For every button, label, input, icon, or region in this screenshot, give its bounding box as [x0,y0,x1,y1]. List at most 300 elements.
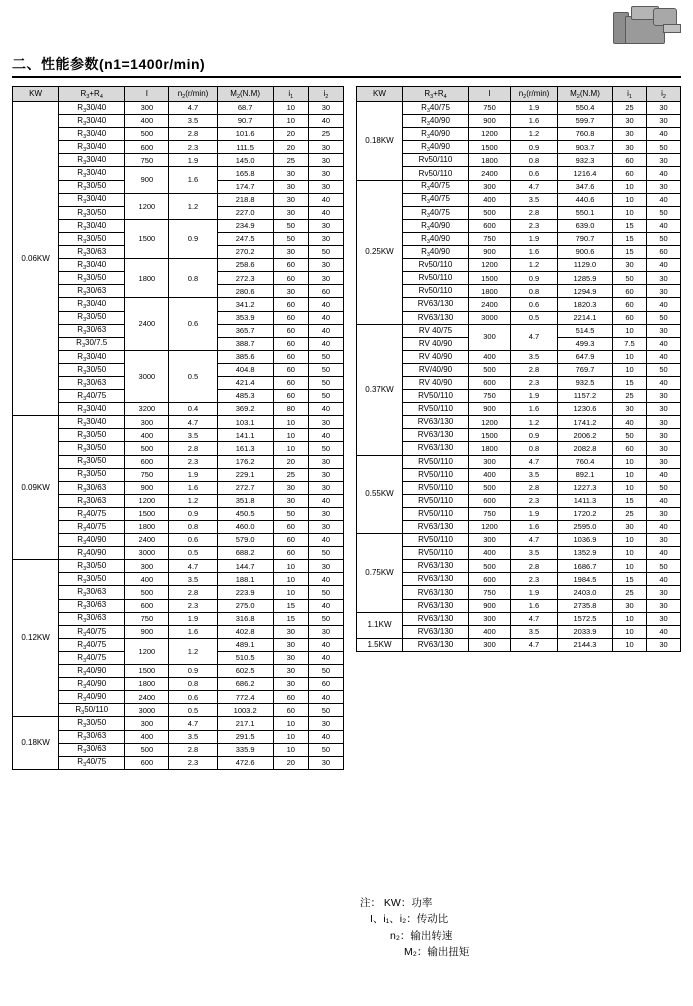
table-row [13,128,344,141]
output-speed-cell: 4.7 [169,717,217,730]
ratio-i2-cell: 25 [308,128,343,141]
ratio-I-cell: 600 [125,599,169,612]
output-torque-cell: 2144.3 [558,638,613,651]
output-torque-cell: 90.7 [217,115,273,128]
ratio-i2-cell: 40 [647,376,681,389]
ratio-I-cell: 300 [469,180,511,193]
ratio-i1-cell: 60 [613,285,647,298]
ratio-i2-cell: 30 [308,625,343,638]
output-torque-cell: 161.3 [217,442,273,455]
output-torque-cell: 760.8 [558,128,613,141]
model-cell: $R_340/75$ [403,206,469,219]
table-row [13,403,344,416]
ratio-i2-cell: 50 [308,442,343,455]
output-torque-cell: 769.7 [558,363,613,376]
model-cell: $R_330/50$ [59,455,125,468]
ratio-i2-cell: 30 [308,507,343,520]
ratio-i2-cell: 30 [308,521,343,534]
gearbox-photo [609,4,683,50]
model-cell: Rv50/110 [403,259,469,272]
model-cell: $R_330/63$ [59,324,125,337]
ratio-I-cell: 2400 [125,691,169,704]
output-torque-cell: 1129.0 [558,259,613,272]
model-cell: $R_330/63$ [59,494,125,507]
ratio-I-cell: 600 [469,573,511,586]
table-row [13,141,344,154]
ratio-i1-cell: 60 [273,547,308,560]
model-cell: $R_330/50$ [59,573,125,586]
output-torque-cell: 111.5 [217,141,273,154]
model-cell: RV63/130 [403,429,469,442]
output-speed-cell: 1.2 [511,416,558,429]
output-torque-cell: 316.8 [217,612,273,625]
table-row [13,481,344,494]
model-cell: $R_330/50$ [59,180,125,193]
ratio-i1-cell: 30 [273,638,308,651]
output-speed-cell: 1.6 [511,246,558,259]
ratio-I-cell: 400 [125,429,169,442]
model-cell: RV63/130 [403,442,469,455]
output-torque-cell: 280.6 [217,285,273,298]
model-cell: $R_330/63$ [59,376,125,389]
ratio-i2-cell: 50 [647,232,681,245]
output-torque-cell: 514.5 [558,324,613,337]
ratio-i2-cell: 30 [647,612,681,625]
table-row [357,311,681,324]
ratio-I-cell: 750 [125,468,169,481]
ratio-i1-cell: 30 [273,651,308,664]
model-cell: $R_340/90$ [59,534,125,547]
output-torque-cell: 176.2 [217,455,273,468]
model-cell: $R_330/40$ [59,219,125,232]
table-row [357,246,681,259]
ratio-i2-cell: 30 [308,717,343,730]
model-cell: RV50/110 [403,468,469,481]
model-cell: $R_340/75$ [59,756,125,769]
ratio-i1-cell: 30 [273,494,308,507]
ratio-i1-cell: 30 [273,665,308,678]
ratio-i2-cell: 50 [308,743,343,756]
ratio-i2-cell: 50 [647,560,681,573]
ratio-I-cell: 1200 [469,416,511,429]
table-row [357,115,681,128]
table-row [13,259,344,272]
table-row [13,612,344,625]
table-row [13,154,344,167]
ratio-i1-cell: 30 [273,193,308,206]
ratio-I-cell: 1200 [125,638,169,664]
ratio-i2-cell: 40 [308,298,343,311]
output-speed-cell: 1.9 [169,612,217,625]
ratio-i2-cell: 40 [308,730,343,743]
output-speed-cell: 1.6 [511,403,558,416]
kw-cell: 0.75KW [357,534,403,613]
table-row [357,573,681,586]
table-row [357,259,681,272]
model-cell: $R_330/40$ [59,154,125,167]
model-cell: RV50/110 [403,547,469,560]
table-row [357,468,681,481]
ratio-i1-cell: 60 [613,167,647,180]
model-cell: $R_340/90$ [403,246,469,259]
output-torque-cell: 772.4 [217,691,273,704]
ratio-i1-cell: 20 [273,128,308,141]
output-speed-cell: 2.3 [169,756,217,769]
ratio-I-cell: 300 [125,560,169,573]
model-cell: $R_340/90$ [403,141,469,154]
output-torque-cell: 2595.0 [558,521,613,534]
output-torque-cell: 145.0 [217,154,273,167]
output-speed-cell: 2.3 [511,494,558,507]
table-row [13,717,344,730]
model-cell: $R_340/90$ [403,219,469,232]
kw-cell: 0.55KW [357,455,403,534]
output-speed-cell: 0.8 [511,285,558,298]
model-cell: RV 40/90 [403,350,469,363]
ratio-i2-cell: 30 [308,167,343,180]
ratio-i1-cell: 10 [273,442,308,455]
model-cell: $R_330/40$ [59,298,125,311]
model-cell: RV63/130 [403,573,469,586]
column-header-4: $M_2(N.M)$ [217,87,273,102]
column-header-6: $i_2$ [308,87,343,102]
ratio-i1-cell: 25 [613,102,647,115]
model-cell: $R_340/90$ [59,547,125,560]
table-row [357,376,681,389]
output-speed-cell: 1.6 [511,599,558,612]
model-cell: RV50/110 [403,390,469,403]
ratio-i1-cell: 15 [613,219,647,232]
model-cell: $R_330/50$ [59,560,125,573]
output-speed-cell: 4.7 [511,612,558,625]
output-torque-cell: 229.1 [217,468,273,481]
output-speed-cell: 2.8 [169,128,217,141]
ratio-I-cell: 1500 [469,272,511,285]
ratio-i1-cell: 60 [273,704,308,717]
model-cell: $R_330/63$ [59,246,125,259]
output-torque-cell: 351.8 [217,494,273,507]
output-torque-cell: 223.9 [217,586,273,599]
ratio-i2-cell: 30 [308,468,343,481]
ratio-i2-cell: 30 [647,507,681,520]
model-cell: $R_330/63$ [59,743,125,756]
ratio-i1-cell: 10 [613,638,647,651]
output-speed-cell: 1.6 [169,481,217,494]
table-row [13,193,344,206]
output-speed-cell: 1.9 [511,586,558,599]
model-cell: $R_340/75$ [403,193,469,206]
model-cell: RV 40/90 [403,337,469,350]
output-speed-cell: 1.9 [511,102,558,115]
table-body-left [13,102,344,770]
ratio-I-cell: 1800 [125,678,169,691]
model-cell: $R_330/40$ [59,416,125,429]
model-cell: RV63/130 [403,638,469,651]
ratio-i1-cell: 10 [273,429,308,442]
model-cell: $R_330/50$ [59,272,125,285]
ratio-i2-cell: 50 [647,311,681,324]
ratio-i2-cell: 50 [308,665,343,678]
output-torque-cell: 1741.2 [558,416,613,429]
model-cell: $R_340/90$ [59,691,125,704]
ratio-i2-cell: 40 [647,298,681,311]
table-row [13,625,344,638]
ratio-I-cell: 2400 [469,167,511,180]
ratio-i1-cell: 10 [613,468,647,481]
table-row [357,272,681,285]
ratio-I-cell: 3000 [125,547,169,560]
ratio-i2-cell: 30 [308,272,343,285]
model-cell: $R_330/63$ [59,599,125,612]
column-header-0: KW [357,87,403,102]
output-speed-cell: 3.5 [511,547,558,560]
output-torque-cell: 1285.9 [558,272,613,285]
output-speed-cell: 0.8 [169,521,217,534]
ratio-i2-cell: 40 [647,494,681,507]
ratio-i2-cell: 40 [308,534,343,547]
output-torque-cell: 1352.9 [558,547,613,560]
ratio-i2-cell: 30 [647,390,681,403]
ratio-i2-cell: 40 [647,468,681,481]
ratio-I-cell: 1200 [125,193,169,219]
ratio-I-cell: 900 [469,403,511,416]
ratio-i2-cell: 30 [308,455,343,468]
ratio-I-cell: 2400 [125,534,169,547]
output-torque-cell: 2735.8 [558,599,613,612]
output-speed-cell: 3.5 [511,625,558,638]
model-cell: Rv50/110 [403,272,469,285]
ratio-i1-cell: 60 [273,691,308,704]
model-cell: RV/40/90 [403,363,469,376]
ratio-I-cell: 1800 [469,285,511,298]
ratio-I-cell: 1200 [125,494,169,507]
output-speed-cell: 3.5 [511,468,558,481]
ratio-i2-cell: 30 [647,324,681,337]
ratio-i2-cell: 40 [308,494,343,507]
output-torque-cell: 1294.9 [558,285,613,298]
kw-cell: 0.18KW [357,102,403,181]
table-row [13,665,344,678]
output-torque-cell: 1411.3 [558,494,613,507]
note-torque: M₂：输出扭矩 [404,945,470,958]
model-cell: RV63/130 [403,298,469,311]
table-header-row-left [13,87,344,102]
ratio-i2-cell: 40 [308,638,343,651]
model-cell: $R_340/75$ [59,521,125,534]
ratio-I-cell: 600 [125,455,169,468]
output-speed-cell: 2.8 [511,206,558,219]
ratio-i2-cell: 30 [308,756,343,769]
ratio-I-cell: 750 [469,232,511,245]
ratio-i2-cell: 50 [308,612,343,625]
output-torque-cell: 1216.4 [558,167,613,180]
ratio-i2-cell: 40 [308,599,343,612]
ratio-i1-cell: 15 [613,246,647,259]
model-cell: $R_330/7.5$ [59,337,125,350]
ratio-i2-cell: 30 [647,534,681,547]
ratio-i2-cell: 60 [308,285,343,298]
table-row [357,560,681,573]
output-torque-cell: 272.7 [217,481,273,494]
ratio-i2-cell: 50 [308,363,343,376]
model-cell: RV63/130 [403,521,469,534]
output-torque-cell: 2214.1 [558,311,613,324]
page-title: 二、性能参数(n1=1400r/min) [12,56,206,72]
table-body-right [357,102,681,652]
model-cell: $R_330/40$ [59,141,125,154]
ratio-i2-cell: 40 [308,115,343,128]
output-torque-cell: 579.0 [217,534,273,547]
ratio-i1-cell: 60 [273,259,308,272]
table-row [357,232,681,245]
output-torque-cell: 258.6 [217,259,273,272]
ratio-i2-cell: 30 [308,219,343,232]
output-torque-cell: 647.9 [558,350,613,363]
table-row [13,219,344,232]
ratio-I-cell: 1800 [125,521,169,534]
output-torque-cell: 510.5 [217,651,273,664]
output-speed-cell: 3.5 [169,573,217,586]
column-header-5: $i_1$ [613,87,647,102]
ratio-I-cell: 500 [469,481,511,494]
ratio-I-cell: 1200 [469,128,511,141]
output-speed-cell: 1.6 [511,521,558,534]
ratio-i1-cell: 20 [273,756,308,769]
model-cell: $R_340/90$ [403,115,469,128]
output-torque-cell: 291.5 [217,730,273,743]
table-row [357,167,681,180]
ratio-i1-cell: 30 [613,259,647,272]
output-torque-cell: 1227.3 [558,481,613,494]
output-speed-cell: 1.2 [169,494,217,507]
ratio-i2-cell: 40 [647,625,681,638]
table-row [13,429,344,442]
note-speed: n₂：输出转速 [390,929,453,942]
table-row [357,455,681,468]
output-torque-cell: 440.6 [558,193,613,206]
output-torque-cell: 68.7 [217,102,273,115]
model-cell: RV50/110 [403,403,469,416]
ratio-I-cell: 900 [469,599,511,612]
ratio-i1-cell: 10 [613,363,647,376]
ratio-i1-cell: 25 [613,507,647,520]
table-row [13,547,344,560]
ratio-I-cell: 600 [469,494,511,507]
output-speed-cell: 0.9 [511,141,558,154]
model-cell: RV63/130 [403,625,469,638]
ratio-I-cell: 750 [469,102,511,115]
output-speed-cell: 0.8 [511,154,558,167]
model-cell: $R_330/50$ [59,717,125,730]
ratio-I-cell: 1500 [125,219,169,258]
table-row [13,442,344,455]
column-header-4: $M_2(N.M)$ [558,87,613,102]
ratio-i1-cell: 10 [273,416,308,429]
ratio-i2-cell: 40 [308,206,343,219]
ratio-i2-cell: 30 [647,285,681,298]
ratio-i2-cell: 30 [647,115,681,128]
ratio-i1-cell: 60 [613,442,647,455]
output-speed-cell: 1.2 [511,128,558,141]
output-speed-cell: 2.3 [511,219,558,232]
output-speed-cell: 3.5 [511,193,558,206]
ratio-i2-cell: 40 [647,573,681,586]
output-torque-cell: 1230.6 [558,403,613,416]
ratio-i2-cell: 30 [308,259,343,272]
model-cell: $R_340/75$ [403,180,469,193]
output-speed-cell: 4.7 [511,324,558,350]
model-cell: $R_330/40$ [59,350,125,363]
ratio-I-cell: 2400 [469,298,511,311]
ratio-i2-cell: 40 [647,193,681,206]
ratio-i2-cell: 40 [647,259,681,272]
output-speed-cell: 4.7 [169,102,217,115]
model-cell: $R_330/40$ [59,403,125,416]
table-row [13,573,344,586]
ratio-i1-cell: 25 [273,154,308,167]
ratio-i2-cell: 30 [308,416,343,429]
ratio-i2-cell: 50 [647,206,681,219]
ratio-I-cell: 900 [125,625,169,638]
output-speed-cell: 0.9 [511,429,558,442]
ratio-i1-cell: 10 [613,350,647,363]
ratio-i1-cell: 30 [273,678,308,691]
kw-cell: 0.06KW [13,102,59,416]
table-row [357,128,681,141]
ratio-I-cell: 600 [125,141,169,154]
model-cell: $R_330/50$ [59,468,125,481]
output-speed-cell: 1.6 [169,167,217,193]
output-torque-cell: 165.8 [217,167,273,180]
ratio-i1-cell: 10 [613,455,647,468]
ratio-I-cell: 2400 [125,298,169,350]
model-cell: RV50/110 [403,534,469,547]
ratio-i2-cell: 40 [308,429,343,442]
ratio-i1-cell: 50 [273,219,308,232]
ratio-i1-cell: 10 [613,324,647,337]
ratio-I-cell: 400 [469,350,511,363]
ratio-i1-cell: 10 [273,586,308,599]
column-header-6: $i_2$ [647,87,681,102]
ratio-i2-cell: 40 [647,547,681,560]
output-speed-cell: 1.6 [511,115,558,128]
table-row [357,193,681,206]
ratio-I-cell: 500 [469,560,511,573]
table-row [357,206,681,219]
model-cell: RV63/130 [403,560,469,573]
ratio-I-cell: 400 [125,730,169,743]
table-row [357,429,681,442]
output-torque-cell: 174.7 [217,180,273,193]
output-torque-cell: 489.1 [217,638,273,651]
output-speed-cell: 0.8 [169,678,217,691]
ratio-i2-cell: 50 [647,141,681,154]
note-kw: 注： KW：功率 [360,897,433,909]
ratio-I-cell: 500 [469,363,511,376]
ratio-I-cell: 900 [125,481,169,494]
output-torque-cell: 550.4 [558,102,613,115]
model-cell: $R_330/63$ [59,586,125,599]
ratio-I-cell: 3000 [125,704,169,717]
ratio-i2-cell: 50 [308,350,343,363]
ratio-i2-cell: 40 [308,193,343,206]
output-torque-cell: 1720.2 [558,507,613,520]
table-row [13,115,344,128]
table-row [357,102,681,115]
ratio-i1-cell: 60 [613,154,647,167]
output-speed-cell: 0.8 [169,259,217,298]
ratio-i1-cell: 30 [273,167,308,180]
